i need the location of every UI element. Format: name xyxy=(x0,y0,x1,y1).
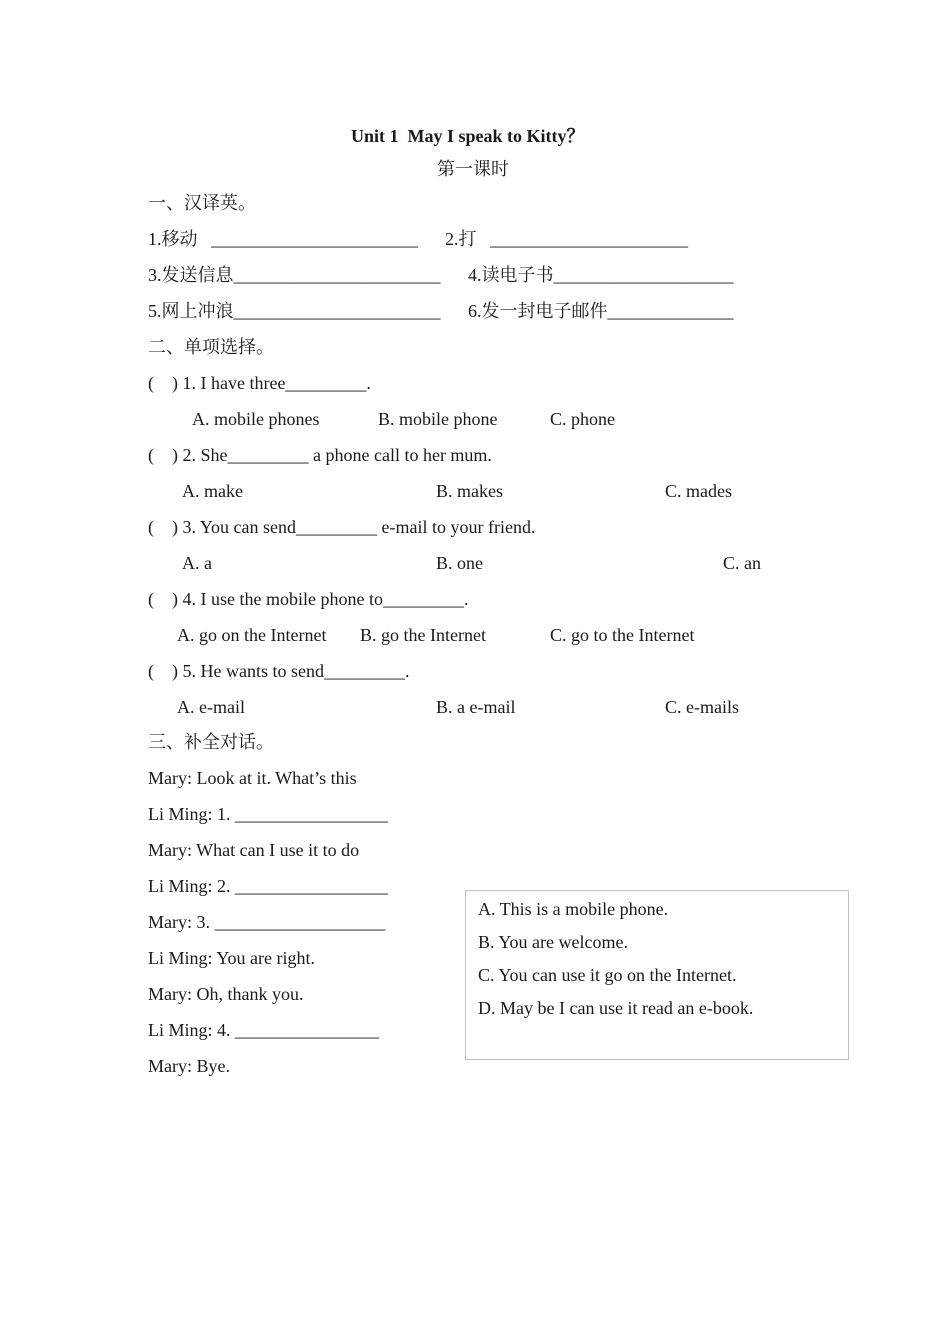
question-4-option-b: B. go the Internet xyxy=(360,625,486,645)
question-3-option-a: A. a xyxy=(182,553,212,573)
options-box xyxy=(465,890,849,1060)
option-a: A. This is a mobile phone. xyxy=(478,899,669,919)
question-4-option-a: A. go on the Internet xyxy=(177,625,327,645)
dialogue-line-4: Li Ming: 2. _________________ xyxy=(148,876,389,896)
question-1-option-a: A. mobile phones xyxy=(192,409,320,429)
page-title: Unit 1 May I speak to Kitty？ xyxy=(351,126,585,146)
question-5-option-c: C. e-mails xyxy=(665,697,739,717)
translation-item-5: 5.网上冲浪_______________________ xyxy=(148,301,441,321)
dialogue-line-5: Mary: 3. ___________________ xyxy=(148,912,386,932)
question-2-option-a: A. make xyxy=(182,481,243,501)
question-1-option-b: B. mobile phone xyxy=(378,409,498,429)
question-4-stem: ( ) 4. I use the mobile phone to_________. xyxy=(148,589,469,609)
question-5-option-b: B. a e-mail xyxy=(436,697,516,717)
question-2-option-c: C. mades xyxy=(665,481,732,501)
option-c: C. You can use it go on the Internet. xyxy=(478,965,737,985)
section2-heading: 二、单项选择。 xyxy=(148,337,274,357)
dialogue-line-6: Li Ming: You are right. xyxy=(148,948,316,968)
translation-item-2: 2.打 ______________________ xyxy=(445,229,688,249)
translation-item-1: 1.移动 _______________________ xyxy=(148,229,427,249)
question-4-option-c: C. go to the Internet xyxy=(550,625,695,645)
question-1-stem: ( ) 1. I have three_________. xyxy=(148,373,371,393)
question-1-option-c: C. phone xyxy=(550,409,615,429)
question-3-option-b: B. one xyxy=(436,553,483,573)
question-5-stem: ( ) 5. He wants to send_________. xyxy=(148,661,410,681)
translation-item-4: 4.读电子书____________________ xyxy=(468,265,734,285)
option-b: B. You are welcome. xyxy=(478,932,628,952)
section1-heading: 一、汉译英。 xyxy=(148,193,256,213)
question-5-option-a: A. e-mail xyxy=(177,697,245,717)
dialogue-line-3: Mary: What can I use it to do xyxy=(148,840,360,860)
question-3-option-c: C. an xyxy=(723,553,761,573)
section3-heading: 三、补全对话。 xyxy=(148,732,274,752)
dialogue-line-9: Mary: Bye. xyxy=(148,1056,230,1076)
question-2-stem: ( ) 2. She_________ a phone call to her mum. xyxy=(148,445,492,465)
question-3-stem: ( ) 3. You can send_________ e-mail to your friend. xyxy=(148,517,536,537)
option-d: D. May be I can use it read an e-book. xyxy=(478,998,754,1018)
dialogue-line-1: Mary: Look at it. What’s this xyxy=(148,768,357,788)
question-2-option-b: B. makes xyxy=(436,481,503,501)
translation-item-6: 6.发一封电子邮件______________ xyxy=(468,301,734,321)
dialogue-line-8: Li Ming: 4. ________________ xyxy=(148,1020,380,1040)
dialogue-line-2: Li Ming: 1. _________________ xyxy=(148,804,389,824)
translation-item-3: 3.发送信息_______________________ xyxy=(148,265,441,285)
dialogue-line-7: Mary: Oh, thank you. xyxy=(148,984,304,1004)
page-subtitle: 第一课时 xyxy=(437,159,509,179)
